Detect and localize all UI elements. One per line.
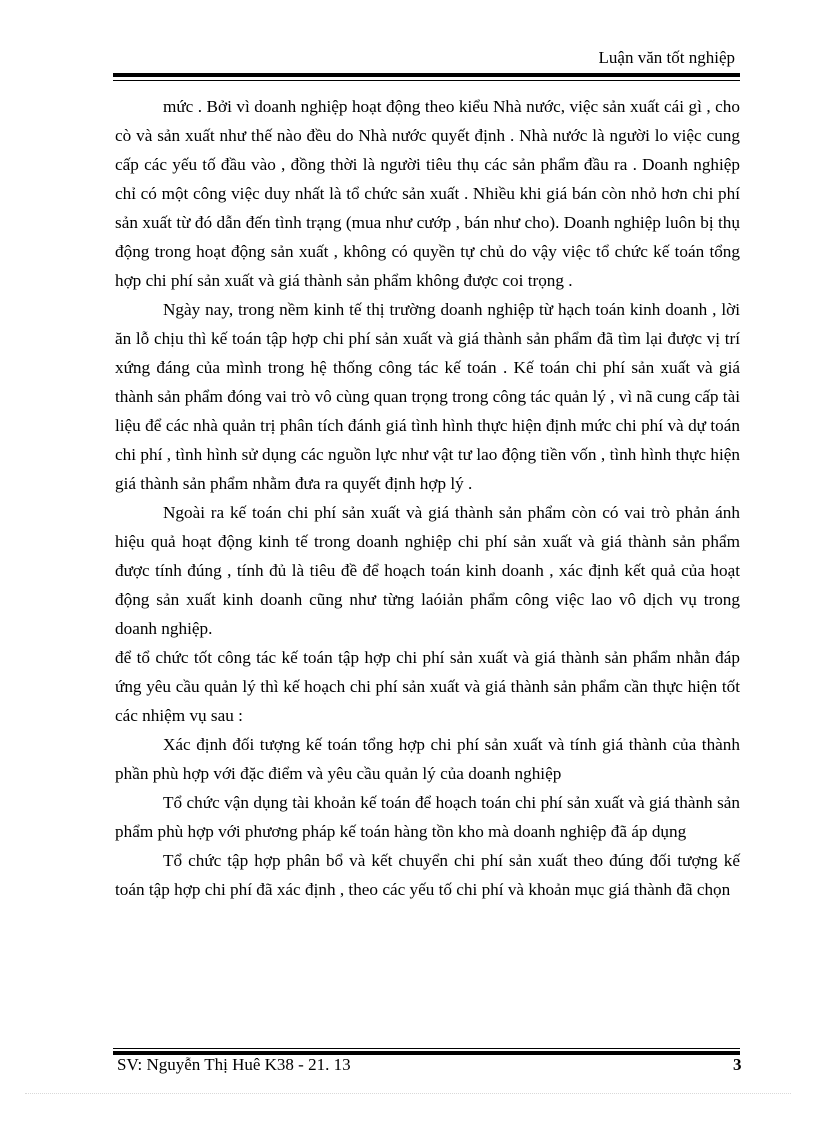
footer-author: SV: Nguyễn Thị Huê K38 - 21. 13 — [117, 1055, 351, 1074]
paragraph: Tổ chức tập hợp phân bổ và kết chuyển chi phí sản xuất theo đúng đối tượng kế toán tập hợp chi phí đã xác định , theo các yếu tố chi phí và khoản mục giá thành đã chọn — [115, 851, 740, 899]
header-rule-thick — [113, 73, 740, 77]
header-rule-thin — [113, 80, 740, 81]
document-body — [115, 92, 740, 904]
footer-rule-thin — [113, 1048, 740, 1049]
page-edge-dots — [25, 1093, 791, 1094]
paragraph: để tổ chức tốt công tác kế toán tập hợp chi phí sản xuất và giá thành sản phẩm nhằn đáp ứng yêu cầu quản lý thì kế hoạch chi phí sản xuất và giá thành sản phẩm cần thực hiện tốt các nhiệm vụ sau : — [115, 648, 740, 725]
paragraph: mức . Bởi vì doanh nghiệp hoạt động theo kiểu Nhà nước, việc sản xuất cái gì , cho cò và sản xuất như thế nào đều do Nhà nước quyết định . Nhà nước là người lo việc cung cấp các yếu tố đầu vào , đồng thời là người tiêu thụ các sản phẩm đầu ra . Doanh nghiệp chỉ có một công việc duy nhất là tổ chức sản xuất . Nhiều khi giá bán còn nhỏ hơn chi phí sản xuất từ đó dẫn đến tình trạng (mua như cướp , bán như cho). Doanh nghiệp luôn bị thụ động trong hoạt động sản xuất , không có quyền tự chủ do vậy việc tổ chức kế toán tổng hợp chi phí sản xuất và giá thành sản phẩm không được coi trọng . — [115, 97, 740, 290]
header-title: Luận văn tốt nghiệp — [598, 48, 735, 67]
paragraph: Ngoài ra kế toán chi phí sản xuất và giá thành sản phẩm còn có vai trò phản ánh hiệu quả hoạt động kinh tế trong doanh nghiệp chi phí sản xuất và giá thành sản phẩm được tính đúng , tính đủ là tiêu đề để hoạch toán kinh doanh , xác định kết quả của hoạt động sản xuất kinh doanh cũng như từng laóiản phẩm công việc lao vô dịch vụ trong doanh nghiệp. — [115, 503, 740, 638]
paragraph: Xác định đối tượng kế toán tổng hợp chi phí sản xuất và tính giá thành của thành phần phù hợp với đặc điểm và yêu cầu quản lý của doanh nghiệp — [115, 735, 740, 783]
paragraph: Tổ chức vận dụng tài khoản kế toán để hoạch toán chi phí sản xuất và giá thành sản phẩm phù hợp với phương pháp kế toán hàng tồn kho mà doanh nghiệp đã áp dụng — [115, 793, 740, 841]
paragraph: Ngày nay, trong nềm kinh tế thị trường doanh nghiệp từ hạch toán kinh doanh , lời ăn lỗ chịu thì kế toán tập hợp chi phí sản xuất và giá thành sản phẩm đã tìm lại được vị trí xứng đáng của mình trong hệ thống công tác kế toán . Kế toán chi phí sản xuất và giá thành sản phẩm đóng vai trò vô cùng quan trọng trong công tác quản lý , vì nã cung cấp tài liệu để các nhà quản trị phân tích đánh giá tình hình thực hiện định mức chi phí và dự toán chi phí , tình hình sử dụng các nguồn lực như vật tư lao động tiền vốn , tình hình thực hiện giá thành sản phẩm nhằm đưa ra quyết định hợp lý . — [115, 300, 740, 493]
page-number: 3 — [733, 1055, 742, 1074]
